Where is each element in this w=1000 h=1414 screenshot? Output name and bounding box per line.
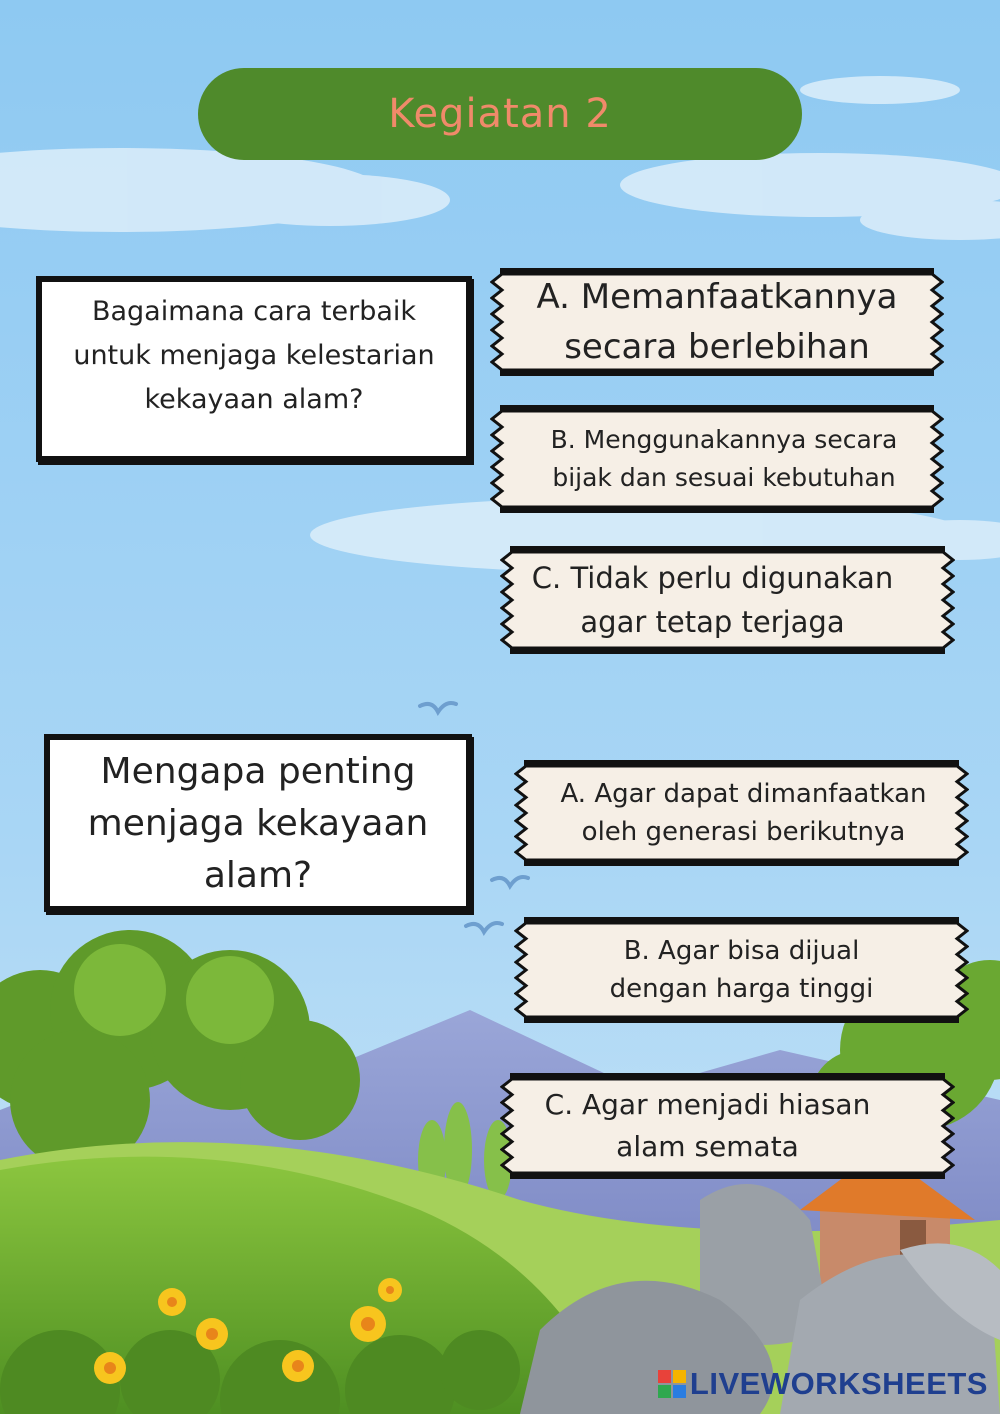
q2-option-b-label: B. Agar bisa dijual dengan harga tinggi: [609, 936, 874, 1004]
liveworksheets-logo-icon: [658, 1370, 686, 1398]
question-2-box: [44, 734, 472, 912]
q1-option-c[interactable]: [500, 546, 955, 654]
watermark-text: LIVEWORKSHEETS: [689, 1366, 988, 1401]
q1-option-c-label: C. Tidak perlu digunakan agar tetap terjaga: [531, 561, 894, 639]
q2-option-a[interactable]: [514, 760, 969, 866]
q2-option-b[interactable]: [514, 917, 969, 1023]
q2-option-a-label: A. Agar dapat dimanfaatkan oleh generasi berikutnya: [560, 779, 927, 847]
q1-option-a-label: A. Memanfaatkannya secara berlebihan: [536, 277, 898, 367]
title-banner: [198, 68, 802, 160]
question-1-box: [36, 276, 472, 462]
question-2-text: Mengapa penting menjaga kekayaan alam?: [87, 751, 429, 896]
q2-option-c[interactable]: [500, 1073, 955, 1179]
q1-option-b[interactable]: [490, 405, 944, 513]
question-1-text: Bagaimana cara terbaik untuk menjaga kelestarian kekayaan alam?: [73, 296, 435, 415]
q1-option-b-label: B. Menggunakannya secara bijak dan sesuai kebutuhan: [550, 425, 898, 492]
page-title: Kegiatan 2: [388, 91, 612, 137]
q2-option-c-label: C. Agar menjadi hiasan alam semata: [544, 1088, 871, 1163]
liveworksheets-watermark: [658, 1366, 988, 1402]
q1-option-a[interactable]: [490, 268, 944, 376]
